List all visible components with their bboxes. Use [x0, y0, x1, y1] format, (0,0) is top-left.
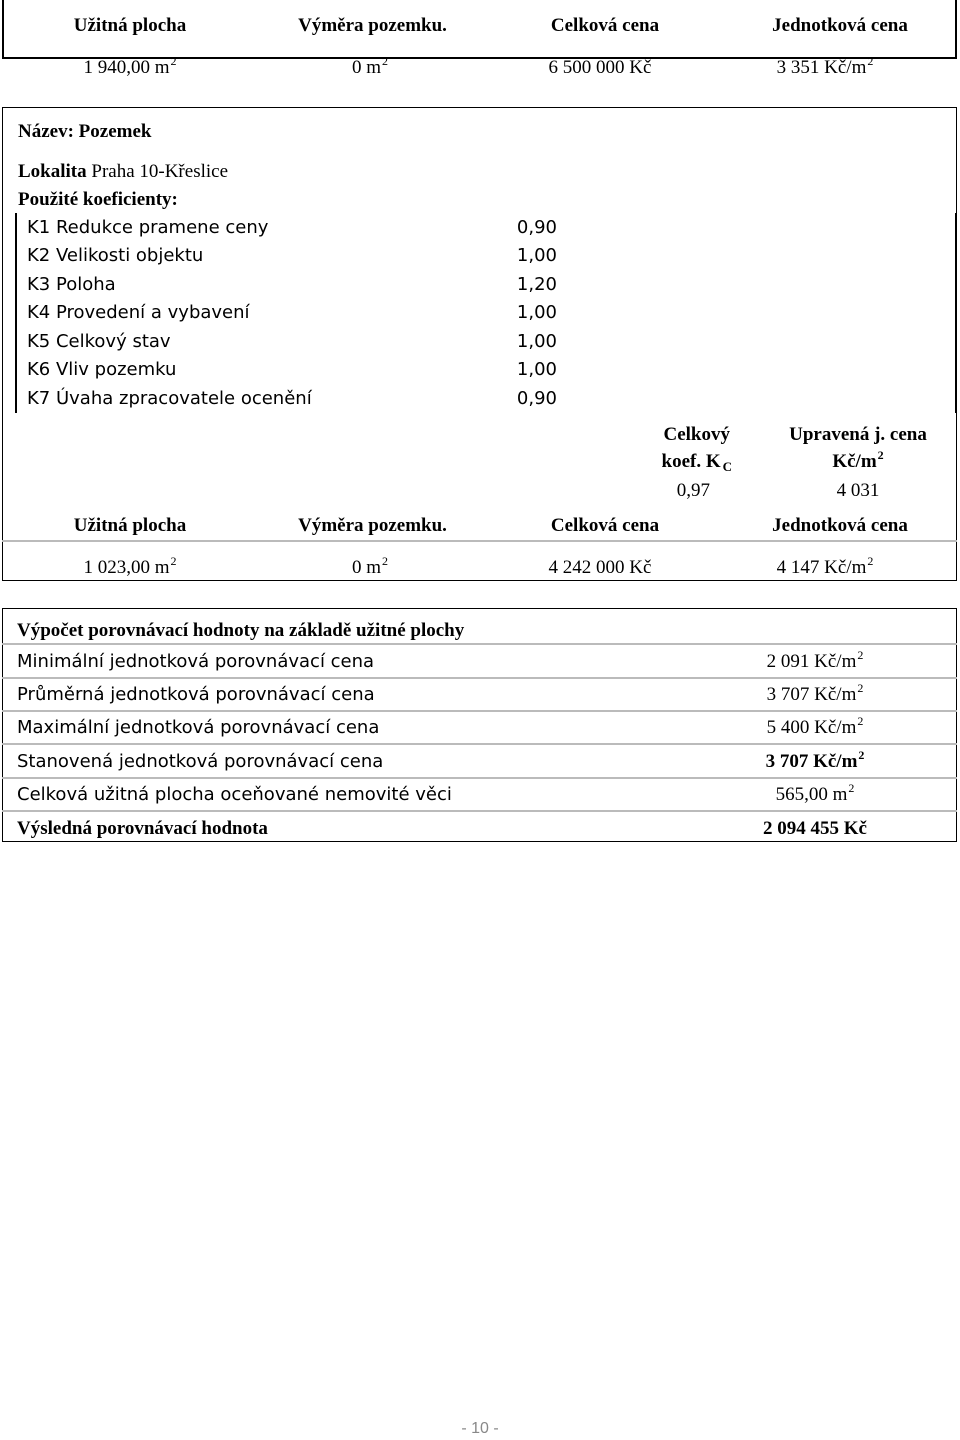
coef-value-k1: 0,90 — [516, 217, 557, 238]
table2-value-unit: 4 147 $Kč/m^2$ — [776, 554, 874, 578]
total-coef-label-line2: koef. K $_C$ — [661, 451, 732, 474]
table2-value-total: 4 242 000 Kč — [548, 557, 652, 578]
table2-value-land: 0 $m^2$ — [351, 554, 389, 578]
coef-value-k6: 1,00 — [516, 359, 557, 380]
total-coef-value: 0,97 — [676, 480, 710, 501]
coef-inner-left-border — [15, 213, 17, 413]
calc-value-min: 2 091 $Kč/m^2$ — [766, 648, 864, 672]
calc-result-label: Výsledná porovnávací hodnota — [17, 818, 268, 839]
table1-border-right — [955, 0, 957, 59]
calc-value-area: 565,00 $m^2$ — [775, 781, 855, 805]
coef-title: Použité koeficienty: — [18, 189, 178, 210]
coef-value-k4: 1,00 — [516, 302, 557, 323]
calc-value-set: 3 707 $Kč/m^2$ — [765, 748, 865, 772]
coef-label-k1: K1 Redukce pramene ceny — [27, 217, 269, 238]
calc-divider-2 — [2, 677, 957, 679]
coef-label-k2: K2 Velikosti objektu — [27, 245, 204, 266]
table1-header-area: Užitná plocha — [73, 15, 187, 36]
coef-value-k7: 0,90 — [516, 388, 557, 409]
calc-divider-6 — [2, 810, 957, 812]
coef-label-k5: K5 Celkový stav — [27, 331, 171, 352]
adj-price-label-line1: Upravená j. cena — [789, 424, 927, 445]
coef-inner-right-border — [955, 213, 957, 413]
table1-value-unit: 3 351 $Kč/m^2$ — [776, 54, 874, 78]
table1-value-land: 0 $m^2$ — [351, 54, 389, 78]
calc-value-avg: 3 707 $Kč/m^2$ — [766, 681, 864, 705]
table2-value-area: 1 023,00 $m^2$ — [83, 554, 177, 578]
calc-divider-4 — [2, 743, 957, 745]
total-coef-label-line1: Celkový — [663, 424, 730, 445]
table2-header-area: Užitná plocha — [73, 515, 187, 536]
adj-price-label-line2: $Kč/m^2$ — [832, 448, 884, 472]
coef-label-k3: K3 Poloha — [27, 274, 116, 295]
calc-divider-5 — [2, 777, 957, 779]
adj-price-value: 4 031 — [836, 480, 880, 501]
calc-divider-1 — [2, 643, 957, 645]
table1-header-total: Celková cena — [550, 15, 660, 36]
calc-title: Výpočet porovnávací hodnoty na základě užitné plochy — [17, 620, 465, 641]
calc-label-set: Stanovená jednotková porovnávací cena — [17, 751, 384, 772]
table1-header-land: Výměra pozemku. — [298, 15, 447, 36]
table1-value-total: 6 500 000 Kč — [548, 57, 652, 78]
calc-label-avg: Průměrná jednotková porovnávací cena — [17, 684, 375, 705]
coef-label-k7: K7 Úvaha zpracovatele ocenění — [27, 388, 312, 409]
calc-label-max: Maximální jednotková porovnávací cena — [17, 717, 380, 738]
property-locality: Lokalita Praha 10-Křeslice — [18, 161, 229, 182]
table2-divider — [2, 540, 957, 542]
table2-header-total: Celková cena — [550, 515, 660, 536]
calc-value-max: 5 400 $Kč/m^2$ — [766, 714, 864, 738]
calc-label-min: Minimální jednotková porovnávací cena — [17, 651, 375, 672]
calc-divider-3 — [2, 710, 957, 712]
table2-header-land: Výměra pozemku. — [298, 515, 447, 536]
table1-value-area: 1 940,00 $m^2$ — [83, 54, 177, 78]
coef-label-k6: K6 Vliv pozemku — [27, 359, 177, 380]
property-name: Název: Pozemek — [18, 121, 152, 142]
coef-value-k2: 1,00 — [516, 245, 557, 266]
coef-label-k4: K4 Provedení a vybavení — [27, 302, 250, 323]
table1-header-unit: Jednotková cena — [772, 15, 908, 36]
calc-result-value: 2 094 455 Kč — [763, 818, 867, 839]
calc-label-area: Celková užitná plocha oceňované nemovité věci — [17, 784, 452, 805]
coef-value-k5: 1,00 — [516, 331, 557, 352]
table2-header-unit: Jednotková cena — [772, 515, 908, 536]
page-number: - 10 - — [461, 1420, 499, 1437]
coef-value-k3: 1,20 — [516, 274, 557, 295]
table1-border-left — [2, 0, 4, 59]
